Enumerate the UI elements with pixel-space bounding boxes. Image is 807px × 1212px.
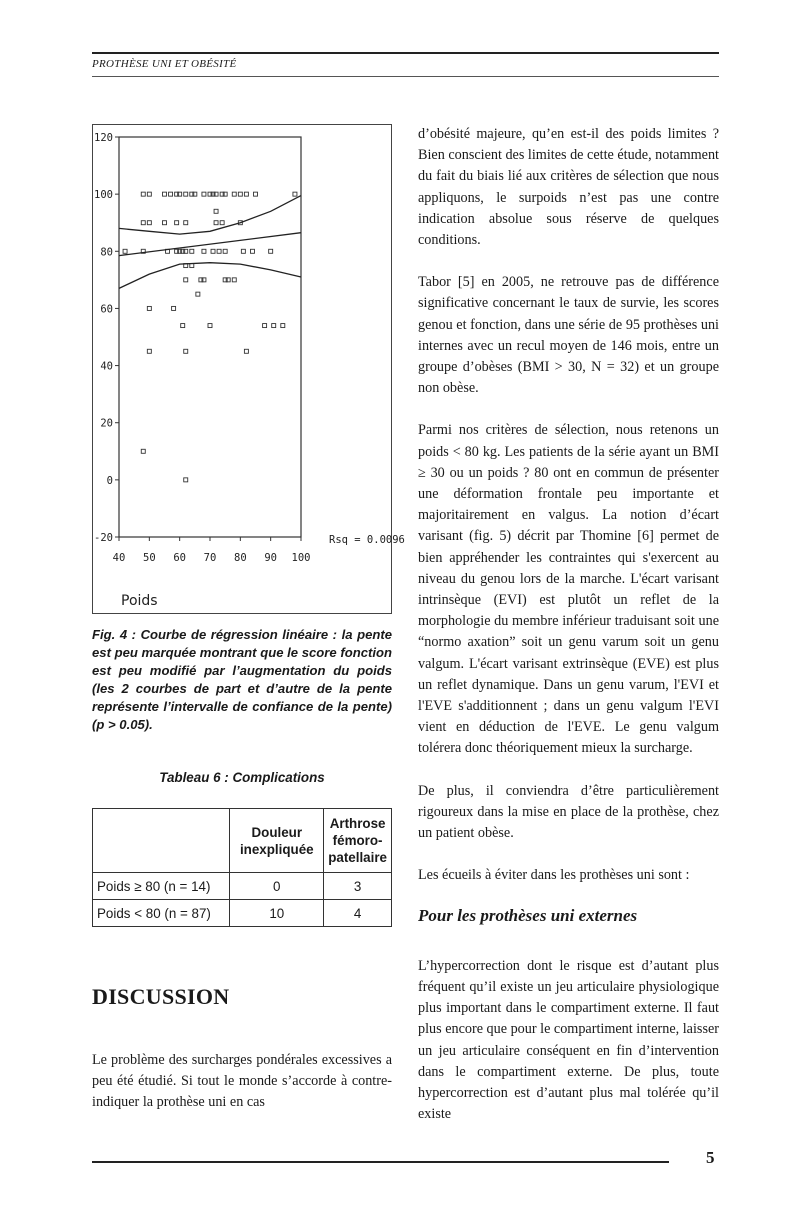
y-tick-label: 100 [94,189,113,202]
data-point [244,192,248,196]
data-point [293,192,297,196]
data-point [202,192,206,196]
data-point [196,292,200,296]
data-point [123,249,127,253]
y-tick-label: 0 [106,474,113,487]
header-line: fémoro- [332,833,383,848]
header-line: Arthrose [329,816,386,831]
data-point [232,192,236,196]
data-point [250,249,254,253]
data-point [217,249,221,253]
data-point [214,209,218,213]
paragraph: De plus, il conviendra d’être particulièrement rigoureux dans la mise en place de la prothèse, chez un patient obèse. [418,782,719,842]
paragraph: Tabor [5] en 2005, ne retrouve pas de différence significative concernant le taux de survie, les scores genou et fonction, dans une série de 95 prothèses uni internes avec un recul moyen de 146 mois, entre un groupe d’obèses (BMI > 30, N = 32) et un groupe non obèse. [418,274,719,397]
regression-figure [92,124,405,614]
figure-caption: Fig. 4 : Courbe de régression linéaire : la pente est peu marquée montrant que le score fonction est peu modifié par l’augmentation du poids (les 2 courbes de part et d’autre de la pente représente l’intervalle de confiance de la pente) (p > 0.05). [92,627,392,732]
subheading: Pour les prothèses uni externes [418,905,638,925]
regression-line [119,233,301,256]
y-tick-label: 80 [100,246,113,259]
table-header-douleur [230,809,324,873]
table-header-arthrose [324,809,392,873]
data-point [163,221,167,225]
paragraph: L’hypercorrection dont le risque est d’autant plus fréquent qu’il existe un jeu articulaire physiologique plus important dans le compartiment externe. Il faut plus encore que pour le compartiment interne, laisser un jeu articulaire conséquent en fin d’intervention dans le compartiment externe. De plus, toute hypercorrection est d’autant plus mal tolérée qu’il existe [418,957,719,1123]
data-point [211,249,215,253]
data-point [172,306,176,310]
paragraph: Les écueils à éviter dans les prothèses uni sont : [418,867,690,884]
paragraph: Parmi nos critères de sélection, nous retenons un poids < 80 kg. Les patients de la série ayant un BMI ≥ 30 ou un poids ? 80 ont en commun de présenter une déformation frontale peu importante et majoritairement en valgus. La notion d’écart varisant (fig. 5) décrit par Thomine [6] permet de bien appréhender les contraintes qui s'exercent au niveau du genou lors de la marche. L'écart varisant intrinsèque (EVI) est plutôt un reflet de la morphologie du membre inférieur traduisant soit une “normo axation” soit un genu varum soit un genu valgum. L'écart varisant extrinsèque (EVE) est plus un reflet dynamique. Dans un genu varum, l'EVI et l'EVE s'additionnent ; dans un genu valgum l'EVI vient en déduction de l'EVE. Le genu valgum tolérera donc théoriquement mieux la surcharge. [418,422,719,757]
table-cell: 10 [230,900,324,927]
data-point [147,221,151,225]
y-tick-label: 40 [100,360,113,373]
data-point [147,192,151,196]
header-line: inexpliquée [239,841,314,857]
data-point [141,192,145,196]
x-tick-label: 80 [234,552,247,564]
section-heading-discussion: DISCUSSION [92,984,230,1009]
x-tick-label: 70 [203,552,217,564]
data-point [281,324,285,328]
data-point [184,278,188,282]
data-point [238,192,242,196]
plot-area [119,137,301,537]
data-point [241,249,245,253]
table-header-empty [93,809,230,873]
table-header-row [93,809,392,873]
data-point [208,324,212,328]
table-row [93,873,392,900]
page-number: 5 [706,1148,715,1167]
paragraph: d’obésité majeure, qu’en est-il des poids limites ? Bien conscient des limites de cette étude, notamment du fait du biais lié aux critères de sélection que nous appliquons, le surpoids n’est pas une contre indication absolue sous réserve de quelques conditions. [418,126,719,249]
data-point [184,478,188,482]
table-cell: 0 [230,873,324,900]
data-point [214,221,218,225]
y-tick-label: 20 [100,417,113,430]
data-point [269,249,273,253]
x-tick-label: 100 [291,552,311,564]
table-cell: Poids < 80 (n = 87) [93,900,230,927]
data-point [202,249,206,253]
data-point [184,192,188,196]
data-point [181,324,185,328]
data-point [147,306,151,310]
right-column [418,124,719,1146]
table-cell: Poids ≥ 80 (n = 14) [93,873,230,900]
x-axis-label: Poids [121,593,158,609]
data-point [169,192,173,196]
data-point [175,221,179,225]
table-cell: 3 [324,873,392,900]
x-tick-label: 90 [264,552,277,564]
data-point [254,192,258,196]
x-tick-label: 40 [112,552,126,564]
data-point [272,324,276,328]
table-title: Tableau 6 : Complications [159,770,325,785]
table-cell: 4 [324,900,392,927]
running-title: PROTHÈSE UNI ET OBÉSITÉ [92,58,237,70]
data-point [184,349,188,353]
data-point [147,349,151,353]
header-line: Douleur [251,824,303,840]
scatter-chart [93,125,405,615]
y-tick-label: -20 [94,532,113,544]
data-point [244,349,248,353]
data-point [190,249,194,253]
data-point [184,221,188,225]
confidence-upper-line [119,196,301,235]
data-point [263,324,267,328]
footer-rule [92,1161,669,1163]
discussion-paragraph: Le problème des surcharges pondérales excessives a peu été étudié. Si tout le monde s’accorde à contre-indiquer la prothèse uni en cas [92,1052,392,1110]
data-point [163,192,167,196]
data-point [220,221,224,225]
data-point [232,278,236,282]
x-tick-label: 60 [173,552,186,564]
confidence-lower-line [119,263,301,289]
header-line: patellaire [328,850,387,865]
data-point [141,449,145,453]
data-point [141,221,145,225]
x-tick-label: 50 [143,552,156,564]
data-point [223,249,227,253]
y-tick-label: 120 [94,132,113,144]
header-rule [92,52,719,54]
complications-table [92,808,392,927]
y-tick-label: 60 [100,303,113,316]
table-row [93,900,392,927]
header-rule-thin [92,76,719,77]
rsq-annotation: Rsq = 0.0096 [329,534,405,546]
